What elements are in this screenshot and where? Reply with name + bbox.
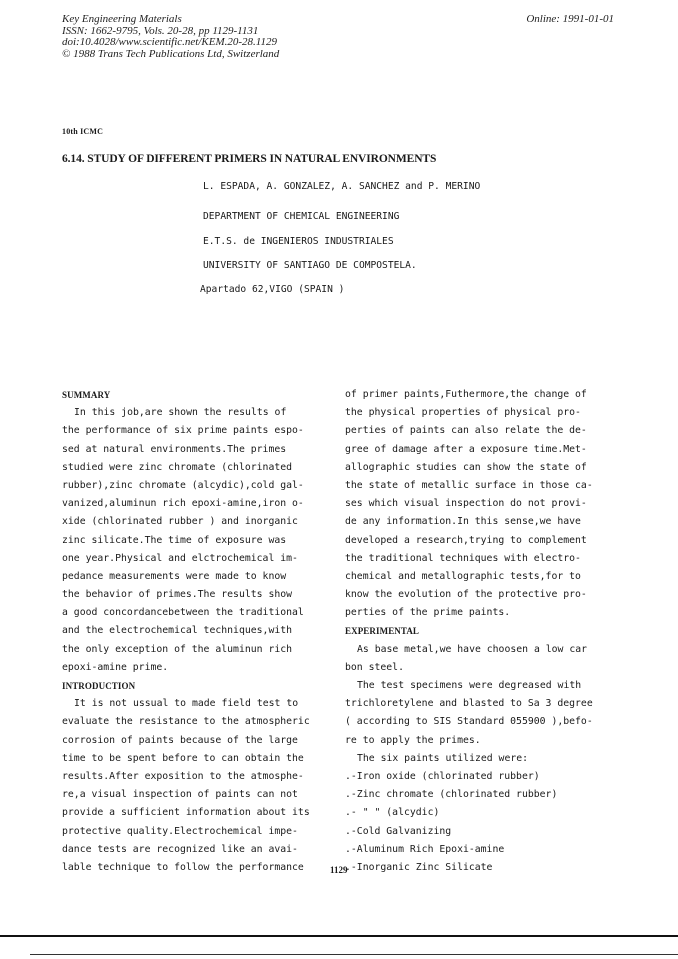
section-heading: INTRODUCTION <box>62 681 136 691</box>
text-line: perties of the prime paints. <box>345 607 511 619</box>
text-line: .-Cold Galvanizing <box>345 825 452 837</box>
journal-header <box>62 14 279 60</box>
online-date: Online: 1991-01-01 <box>526 13 614 25</box>
text-line: trichloretylene and blasted to Sa 3 degree <box>345 698 593 710</box>
journal-copyright: © 1988 Trans Tech Publications Ltd, Switzerland <box>62 47 280 60</box>
journal-issn: ISSN: 1662-9795, Vols. 20-28, pp 1129-1131 <box>62 24 259 37</box>
affiliation-address: Apartado 62,VIGO (SPAIN ) <box>200 284 345 295</box>
text-line: perties of paints can also relate the de- <box>345 425 587 437</box>
text-line: dance tests are recognized like an avai- <box>62 843 298 855</box>
text-line: chemical and metallographic tests,for to <box>345 570 581 582</box>
text-line: provide a sufficient information about its <box>62 807 310 819</box>
text-line: zinc silicate.The time of exposure was <box>62 534 287 546</box>
text-line: results.After exposition to the atmosphe- <box>62 770 304 782</box>
text-line: corrosion of paints because of the large <box>62 734 298 746</box>
text-line: In this job,are shown the results of <box>74 407 287 419</box>
text-line: .-Zinc chromate (chlorinated rubber) <box>345 789 558 801</box>
text-line: As base metal,we have choosen a low car <box>357 643 588 655</box>
text-line: gree of damage after a exposure time.Met- <box>345 443 587 455</box>
text-line: the performance of six prime paints espo- <box>62 425 304 437</box>
text-line: one year.Physical and elctrochemical im- <box>62 552 298 564</box>
text-line: .- " " (alcydic) <box>345 807 440 819</box>
affiliation-university: UNIVERSITY OF SANTIAGO DE COMPOSTELA. <box>203 260 417 271</box>
left-column <box>62 386 348 877</box>
text-line: allographic studies can show the state of <box>345 461 587 473</box>
text-line: lable technique to follow the performance <box>62 861 304 873</box>
page-number: 1129 <box>330 865 348 875</box>
text-line: developed a research,trying to complement <box>345 534 587 546</box>
text-line: xide (chlorinated rubber ) and inorganic <box>62 516 298 528</box>
text-line: the only exception of the aluminun rich <box>62 643 293 655</box>
text-line: The test specimens were degreased with <box>357 680 582 691</box>
text-line: evaluate the resistance to the atmospheric <box>62 716 310 728</box>
text-line: sed at natural environments.The primes <box>62 443 287 455</box>
affiliation-department: DEPARTMENT OF CHEMICAL ENGINEERING <box>203 211 400 222</box>
text-line: .-Inorganic Zinc Silicate <box>345 861 493 873</box>
text-line: of primer paints,Futhermore,the change of <box>345 389 587 400</box>
text-line: .-Aluminum Rich Epoxi-amine <box>345 843 505 855</box>
conference-label: 10th ICMC <box>62 127 104 136</box>
text-line: ( according to SIS Standard 055900 ),befo- <box>345 716 593 728</box>
text-line: a good concordancebetween the traditional <box>62 607 304 619</box>
text-line: The six paints utilized were: <box>357 752 529 764</box>
section-heading: EXPERIMENTAL <box>345 626 420 637</box>
section-heading: SUMMARY <box>62 390 111 400</box>
authors: L. ESPADA, A. GONZALEZ, A. SANCHEZ and P. MERINO <box>203 181 481 192</box>
text-line: vanized,aluminun rich epoxi-amine,iron o- <box>62 498 304 510</box>
text-line: de any information.In this sense,we have <box>345 516 581 528</box>
journal-doi: doi:10.4028/www.scientific.net/KEM.20-28.1129 <box>62 36 277 48</box>
text-line: know the evolution of the protective pro- <box>345 589 587 601</box>
text-line: protective quality.Electrochemical impe- <box>62 825 298 837</box>
text-line: the traditional techniques with electro- <box>345 552 581 564</box>
right-column <box>345 386 631 877</box>
text-line: It is not ussual to made field test to <box>74 698 299 710</box>
bottom-rule <box>0 935 678 937</box>
paper-title: 6.14. STUDY OF DIFFERENT PRIMERS IN NATURAL ENVIRONMENTS <box>62 153 437 165</box>
text-line: studied were zinc chromate (chlorinated <box>62 461 293 473</box>
text-line: ses which visual inspection do not provi- <box>345 498 587 510</box>
text-line: epoxi-amine prime. <box>62 661 169 673</box>
text-line: re,a visual inspection of paints can not <box>62 789 298 801</box>
text-line: time to be spent before to can obtain the <box>62 752 304 764</box>
journal-name: Key Engineering Materials <box>62 13 182 25</box>
text-line: and the electrochemical techniques,with <box>62 625 293 637</box>
text-line: the behavior of primes.The results show <box>62 589 293 601</box>
text-line: re to apply the primes. <box>345 734 481 746</box>
affiliation-school: E.T.S. de INGENIEROS INDUSTRIALES <box>203 236 394 247</box>
text-line: bon steel. <box>345 661 404 673</box>
text-line: the physical properties of physical pro- <box>345 407 581 419</box>
text-line: the state of metallic surface in those ca- <box>345 479 593 491</box>
text-line: rubber),zinc chromate (alcydic),cold gal- <box>62 479 304 491</box>
footer-rule <box>30 954 678 955</box>
text-line: .-Iron oxide (chlorinated rubber) <box>345 770 540 782</box>
text-line: pedance measurements were made to know <box>62 570 287 582</box>
